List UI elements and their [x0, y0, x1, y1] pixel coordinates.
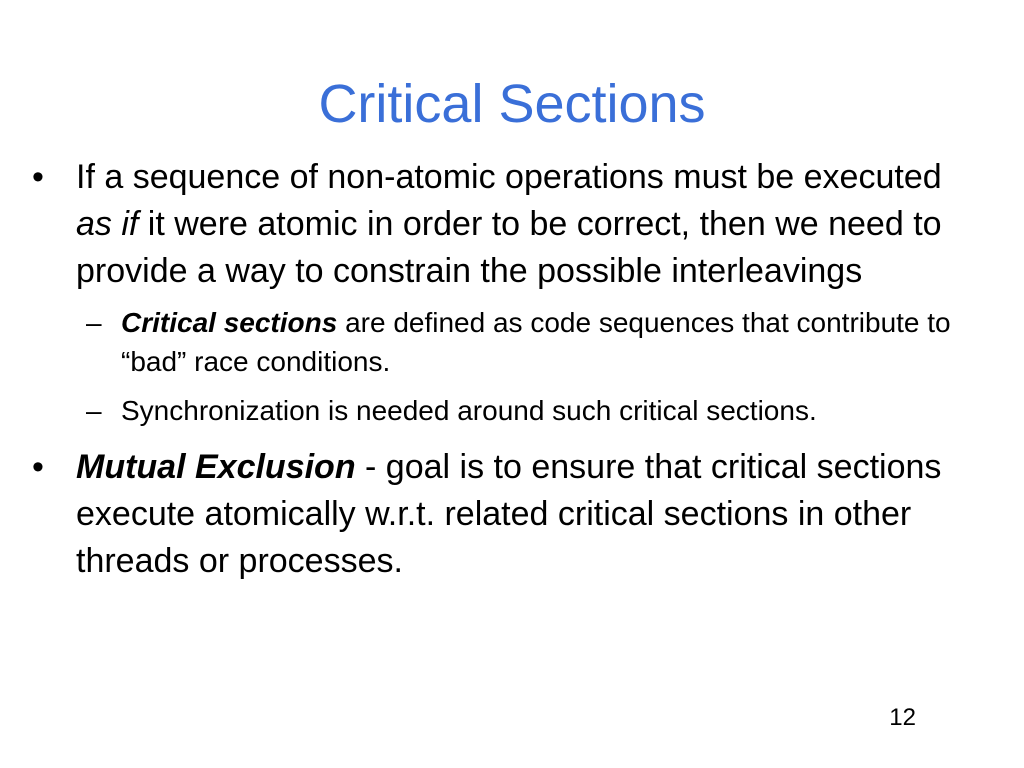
- bullet-text: it were atomic in order to be correct, then we need to provide a way to constrain the possible interleavings: [76, 205, 942, 290]
- bullet-mutual-exclusion: [26, 444, 986, 585]
- slide-body: [26, 154, 986, 585]
- bullet-dot-icon: •: [32, 448, 44, 486]
- dash-icon: –: [86, 307, 102, 338]
- bullet-dot-icon: •: [32, 158, 44, 196]
- bullet-emphasis: as if: [76, 205, 139, 243]
- bullet-text: If a sequence of non-atomic operations must be executed: [76, 158, 942, 196]
- subbullet-text: Synchronization is needed around such critical sections.: [121, 395, 817, 426]
- bullet-non-atomic-operations: [26, 154, 986, 295]
- dash-icon: –: [86, 395, 102, 426]
- bullet-term: Mutual Exclusion: [76, 448, 356, 486]
- subbullet-synchronization: [26, 391, 986, 430]
- bullet-text: - goal is to ensure that critical sections execute atomically w.r.t. related critical sections in other threads or processes.: [76, 448, 942, 580]
- subbullet-critical-sections: [26, 303, 986, 381]
- subbullet-text: are defined as code sequences that contribute to “bad” race conditions.: [121, 307, 951, 377]
- page-number: 12: [889, 704, 916, 731]
- subbullet-term: Critical sections: [121, 307, 338, 338]
- slide-title: Critical Sections: [318, 74, 706, 134]
